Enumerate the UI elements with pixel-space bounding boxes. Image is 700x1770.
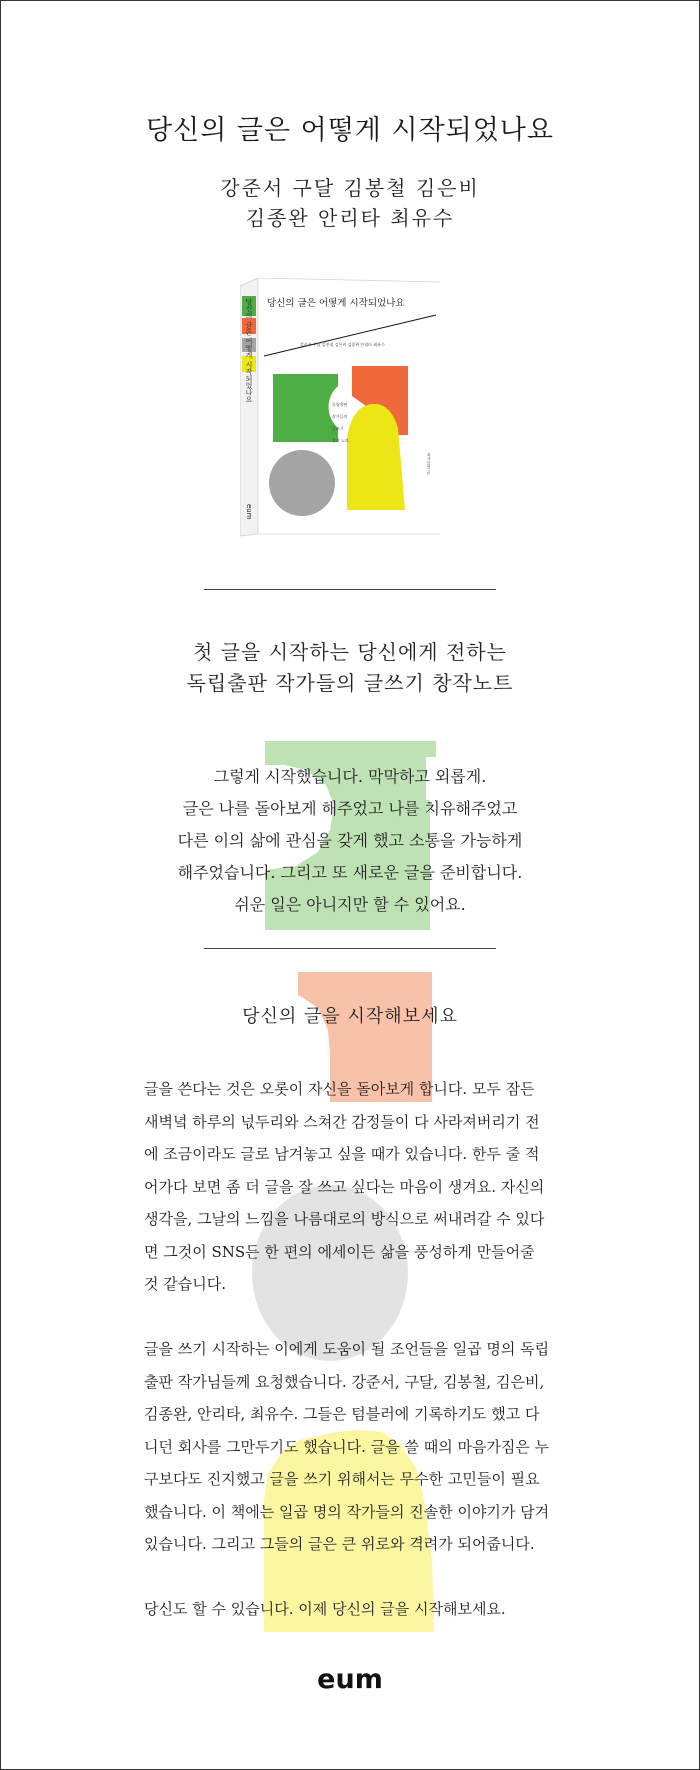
cover-green-block [273, 374, 338, 442]
cover-subtext-4: 창작 노트 [332, 438, 349, 443]
paragraph-2 [144, 1333, 558, 1561]
poem-line-1: 그렇게 시작했습니다. 막막하고 외롭게. [213, 767, 487, 786]
paragraph-1-line: 글을 쓴다는 것은 오롯이 자신을 돌아보게 합니다. 모두 잠든 [144, 1080, 535, 1098]
divider-2 [204, 948, 496, 949]
cover-side-text: 작가들의 글 [426, 453, 432, 475]
cover-subtext-3: 글쓰기 [332, 426, 344, 431]
section-heading: 당신의 글을 시작해보세요 [242, 1006, 458, 1027]
paragraph-1-line: 에 조금이라도 글로 남겨놓고 싶을 때가 있습니다. 한두 줄 적 [144, 1145, 540, 1163]
book-cover-image [240, 278, 440, 538]
paragraph-1-line: 생각을, 그날의 느낌을 나름대로의 방식으로 써내려갈 수 있다 [144, 1210, 545, 1228]
authors-line-1: 강준서 구달 김봉철 김은비 [220, 176, 480, 200]
tagline-line-1: 첫 글을 시작하는 당신에게 전하는 [193, 640, 507, 664]
paragraph-1-line: 면 그것이 SNS든 한 편의 에세이든 삶을 풍성하게 만들어줄 [144, 1242, 535, 1261]
paragraph-2-line: 글을 쓰기 시작하는 이에게 도움이 될 조언들을 일곱 명의 독립 [144, 1340, 550, 1358]
poem-line-4: 해주었습니다. 그리고 또 새로운 글을 준비합니다. [177, 863, 523, 882]
paragraph-2-line: 있습니다. 그리고 그들의 글은 큰 위로와 격려가 되어줍니다. [144, 1535, 535, 1553]
poem-line-3: 다른 이의 삶에 관심을 갖게 했고 소통을 가능하게 [177, 831, 523, 850]
cover-subtext-1: 독립출판 [332, 402, 348, 407]
cover-subtext-2: 작가들의 [332, 414, 348, 419]
divider-1 [204, 589, 496, 590]
paragraph-1 [144, 1073, 558, 1301]
book-spine-logo: eum [245, 504, 253, 520]
page-title: 당신의 글은 어떻게 시작되었나요 [146, 115, 554, 146]
book-spine-title: 당신의 글은 어떻게 시작되었나요 [245, 298, 253, 403]
poem-line-2: 글은 나를 돌아보게 해주었고 나를 치유해주었고 [182, 799, 518, 818]
tagline-line-2: 독립출판 작가들의 글쓰기 창작노트 [186, 671, 514, 695]
paragraph-2-line: 니던 회사를 그만두기도 했습니다. 글을 쓸 때의 마음가짐은 누 [144, 1437, 550, 1456]
paragraph-2-line: 했습니다. 이 책에는 일곱 명의 작가들의 진솔한 이야기가 담겨 [144, 1502, 550, 1521]
paragraph-1-line: 새벽녘 하루의 넋두리와 스쳐간 감정들이 다 사라져버리기 전 [144, 1112, 540, 1131]
paragraph-2-line: 구보다도 진지했고 글을 쓰기 위해서는 무수한 고민들이 필요 [144, 1470, 540, 1488]
paragraph-1-line: 어가다 보면 좀 더 글을 잘 쓰고 싶다는 마음이 생겨요. 자신의 [144, 1177, 545, 1196]
paragraph-1-line: 것 같습니다. [144, 1275, 226, 1293]
paragraph-2-line: 김종완, 안리타, 최유수. 그들은 텀블러에 기록하기도 했고 다 [144, 1405, 540, 1423]
paragraph-2-line: 출판 작가님들께 요청했습니다. 강준서, 구달, 김봉철, 김은비, [144, 1372, 545, 1391]
authors-line-2: 김종완 안리타 최유수 [245, 206, 455, 230]
book-cover-title: 당신의 글은 어떻게 시작되었나요 [267, 298, 405, 309]
closing-line: 당신도 할 수 있습니다. 이제 당신의 글을 시작해보세요. [144, 1600, 506, 1618]
book-cover-authors: 강준서 구달 김봉철 김은비 김종완 안리타 최유수 [300, 342, 385, 347]
publisher-logo: eum [317, 1664, 383, 1695]
poem-line-5: 쉬운 일은 아니지만 할 수 있어요. [234, 895, 466, 914]
cover-gray-circle [269, 450, 335, 516]
